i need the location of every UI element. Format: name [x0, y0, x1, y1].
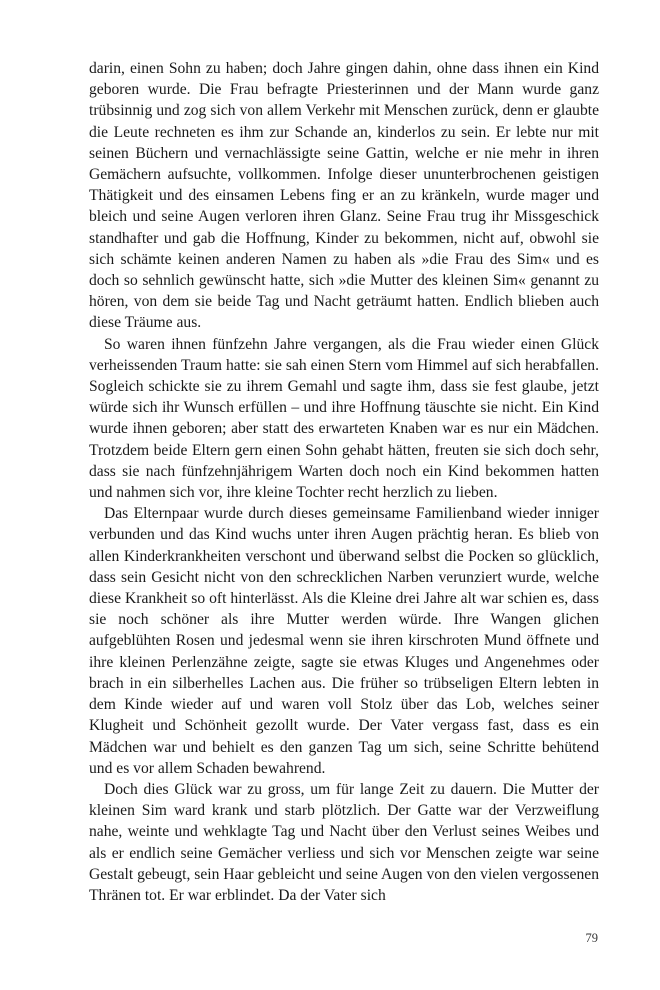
paragraph-3: Das Elternpaar wurde durch dieses gemeinsame Familienband wieder inniger verbunden und das Kind wuchs unter ihren Augen prächtig heran. Es blieb von allen Kinderkrankheiten verschont und überwand selbst die Pocken so glücklich, dass sein Gesicht nicht von den schrecklichen Narben verunziert wurde, welche diese Krankheit so oft hinterlässt. Als die Kleine drei Jahre alt war schien es, dass sie noch schöner als ihre Mutter werden würde. Ihre Wangen glichen aufgeblühten Rosen und jedesmal wenn sie ihren kirschroten Mund öffnete und ihre kleinen Perlenzähne zeigte, sagte sie etwas Kluges und Angenehmes oder brach in ein silberhelles Lachen aus. Die früher so trübseligen Eltern lebten in dem Kinde wieder auf und waren voll Stolz über das Lob, welches seiner Klugheit und Schönheit gezollt wurde. Der Vater vergass fast, dass es ein Mädchen war und behielt es den ganzen Tag um sich, seine Schritte behütend und es vor allem Schaden bewahrend.: [89, 505, 599, 777]
body-text: [89, 58, 599, 906]
paragraph-2: So waren ihnen fünfzehn Jahre vergangen, als die Frau wieder einen Glück verheissenden Traum hatte: sie sah einen Stern vom Himmel auf sich herabfallen. Sogleich schickte sie zu ihrem Gemahl und sagte ihm, dass sie fest glaube, jetzt würde sich ihr Wunsch erfüllen – und ihre Hoffnung täuschte sie nicht. Ein Kind wurde ihnen geboren; aber statt des erwarteten Knaben war es nur ein Mädchen. Trotzdem beide Eltern gern einen Sohn gehabt hätten, freuten sie sich doch sehr, dass sie nach fünfzehnjährigem Warten doch noch ein Kind bekommen hatten und nahmen sich vor, ihre kleine Tochter recht herzlich zu lieben.: [89, 335, 599, 502]
page-number: 79: [585, 931, 598, 945]
paragraph-4: Doch dies Glück war zu gross, um für lange Zeit zu dauern. Die Mutter der kleinen Sim ward krank und starb plötzlich. Der Gatte war der Verzweiflung nahe, weinte und wehklagte Tag und Nacht über den Verlust seines Weibes und als er endlich seine Gemächer verliess und sich vor Menschen zeigte war seine Gestalt gebeugt, sein Haar gebleicht und seine Augen von den vielen vergossenen Thränen tot. Er war erblindet. Da der Vater sich: [89, 780, 599, 904]
paragraph-1: darin, einen Sohn zu haben; doch Jahre gingen dahin, ohne dass ihnen ein Kind geboren wurde. Die Frau befragte Priesterinnen und der Mann wurde ganz trübsinnig und zog sich von allem Verkehr mit Menschen zurück, denn er glaubte die Leute rechneten es ihm zur Schande an, kinderlos zu sein. Er lebte nur mit seinen Büchern und vernachlässigte seine Gattin, welche er nie mehr in ihren Gemächern aufsuchte, vollkommen. Infolge dieser ununterbrochenen geistigen Thätigkeit und des einsamen Lebens fing er an zu kränkeln, wurde mager und bleich und seine Augen verloren ihren Glanz. Seine Frau trug ihr Missgeschick standhafter und gab die Hoffnung, Kinder zu bekommen, nicht auf, obwohl sie sich schämte keinen anderen Namen zu haben als »die Frau des Sim« und es doch so sehnlich gewünscht hatte, sich »die Mutter des kleinen Sim« genannt zu hören, von dem sie beide Tag und Nacht geträumt hatten. Endlich blieben auch diese Träume aus.: [89, 60, 599, 332]
